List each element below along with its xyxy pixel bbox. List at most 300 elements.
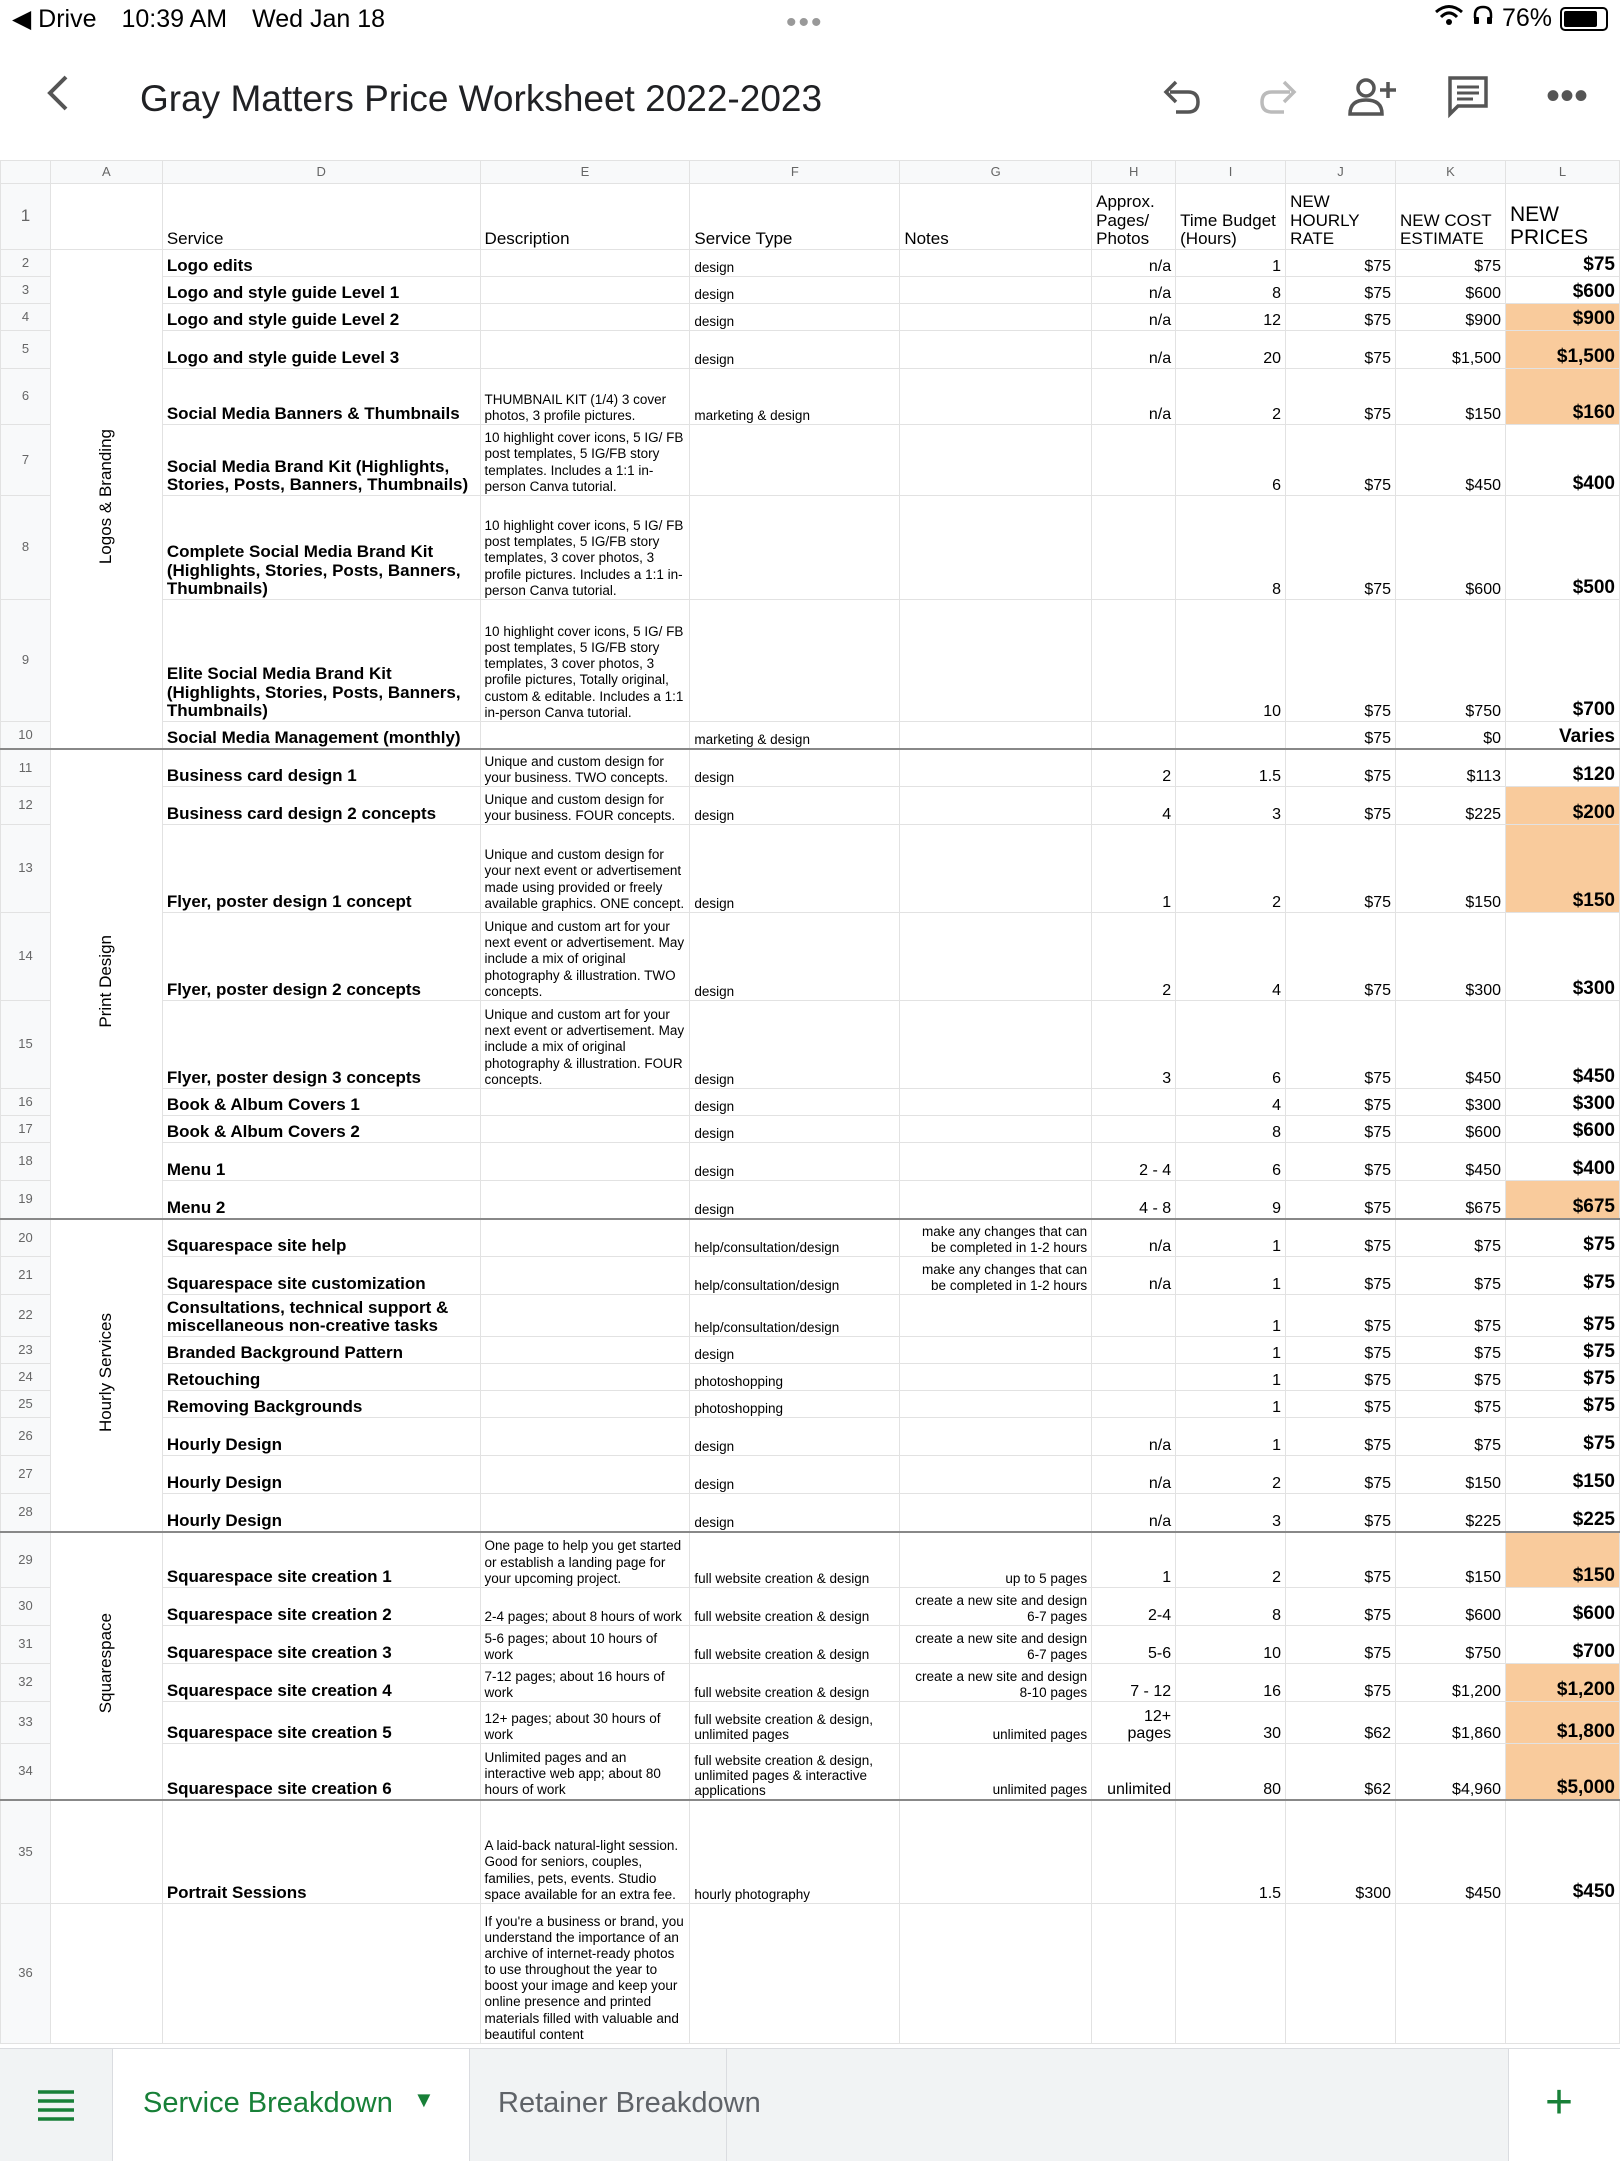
- row-number[interactable]: 33: [1, 1702, 51, 1744]
- time-cell[interactable]: 1: [1176, 250, 1286, 277]
- pages-cell[interactable]: n/a: [1092, 1219, 1176, 1257]
- cost-cell[interactable]: [1396, 1904, 1506, 2044]
- time-cell[interactable]: 3: [1176, 787, 1286, 825]
- service-cell[interactable]: Menu 2: [162, 1181, 480, 1219]
- price-cell[interactable]: $200: [1505, 787, 1619, 825]
- price-cell[interactable]: $150: [1505, 825, 1619, 913]
- category-cell[interactable]: [50, 250, 162, 749]
- rate-cell[interactable]: $75: [1286, 600, 1396, 722]
- notes-cell[interactable]: create a new site and design 8-10 pages: [900, 1664, 1092, 1702]
- row-number[interactable]: 27: [1, 1456, 51, 1494]
- cost-cell[interactable]: $113: [1396, 749, 1506, 787]
- row-number[interactable]: 20: [1, 1219, 51, 1257]
- rate-cell[interactable]: $75: [1286, 1001, 1396, 1089]
- description-cell[interactable]: One page to help you get started or establish a landing page for your upcoming project.: [480, 1532, 690, 1588]
- pages-cell[interactable]: [1092, 496, 1176, 600]
- notes-cell[interactable]: [900, 304, 1092, 331]
- pages-cell[interactable]: n/a: [1092, 304, 1176, 331]
- service-type-cell[interactable]: photoshopping: [690, 1364, 900, 1391]
- row-number[interactable]: 19: [1, 1181, 51, 1219]
- time-cell[interactable]: 16: [1176, 1664, 1286, 1702]
- description-cell[interactable]: [480, 722, 690, 749]
- back-arrow-icon[interactable]: [42, 70, 72, 125]
- pages-cell[interactable]: [1092, 600, 1176, 722]
- pages-cell[interactable]: 12+ pages: [1092, 1702, 1176, 1744]
- spreadsheet-grid[interactable]: [0, 160, 1620, 2044]
- service-cell[interactable]: Squarespace site customization: [162, 1257, 480, 1295]
- pages-cell[interactable]: [1092, 1116, 1176, 1143]
- description-cell[interactable]: If you're a business or brand, you understand the importance of an archive of internet-ready photos to use throughout the year to boost your image and keep your online presence and printed materials filled with valuable and beautiful content: [480, 1904, 690, 2044]
- description-cell[interactable]: 7-12 pages; about 16 hours of work: [480, 1664, 690, 1702]
- price-cell[interactable]: $75: [1505, 250, 1619, 277]
- time-cell[interactable]: 2: [1176, 369, 1286, 425]
- sheet-tab-retainer-breakdown[interactable]: [470, 2049, 761, 2161]
- price-cell[interactable]: $600: [1505, 1588, 1619, 1626]
- cost-cell[interactable]: $600: [1396, 1588, 1506, 1626]
- rate-cell[interactable]: $75: [1286, 496, 1396, 600]
- service-type-cell[interactable]: full website creation & design: [690, 1626, 900, 1664]
- service-cell[interactable]: [162, 1904, 480, 2044]
- rate-cell[interactable]: $75: [1286, 1532, 1396, 1588]
- cost-cell[interactable]: $300: [1396, 913, 1506, 1001]
- notes-cell[interactable]: [900, 496, 1092, 600]
- service-type-cell[interactable]: [690, 496, 900, 600]
- service-type-cell[interactable]: full website creation & design: [690, 1588, 900, 1626]
- notes-cell[interactable]: up to 5 pages: [900, 1532, 1092, 1588]
- row-number[interactable]: 5: [1, 331, 51, 369]
- column-header[interactable]: A: [50, 161, 162, 184]
- service-cell[interactable]: Branded Background Pattern: [162, 1337, 480, 1364]
- service-type-cell[interactable]: [690, 425, 900, 496]
- document-title[interactable]: Gray Matters Price Worksheet 2022-2023: [140, 78, 823, 119]
- cost-cell[interactable]: $1,200: [1396, 1664, 1506, 1702]
- description-cell[interactable]: [480, 1116, 690, 1143]
- column-header[interactable]: D: [162, 161, 480, 184]
- time-cell[interactable]: 2: [1176, 825, 1286, 913]
- row-number[interactable]: 25: [1, 1391, 51, 1418]
- description-header[interactable]: Description: [480, 184, 690, 250]
- time-cell[interactable]: 10: [1176, 1626, 1286, 1664]
- rate-cell[interactable]: $62: [1286, 1744, 1396, 1800]
- cost-cell[interactable]: $1,500: [1396, 331, 1506, 369]
- description-cell[interactable]: 5-6 pages; about 10 hours of work: [480, 1626, 690, 1664]
- cost-cell[interactable]: $75: [1396, 1418, 1506, 1456]
- category-cell[interactable]: [50, 1219, 162, 1532]
- cost-header[interactable]: NEW COST ESTIMATE: [1396, 184, 1506, 250]
- cost-cell[interactable]: $150: [1396, 825, 1506, 913]
- time-cell[interactable]: 20: [1176, 331, 1286, 369]
- notes-cell[interactable]: unlimited pages: [900, 1744, 1092, 1800]
- row-number[interactable]: 32: [1, 1664, 51, 1702]
- all-sheets-menu-icon[interactable]: [36, 2087, 76, 2132]
- notes-cell[interactable]: [900, 1337, 1092, 1364]
- service-cell[interactable]: Social Media Management (monthly): [162, 722, 480, 749]
- cost-cell[interactable]: $1,860: [1396, 1702, 1506, 1744]
- description-cell[interactable]: Unique and custom design for your business. FOUR concepts.: [480, 787, 690, 825]
- time-cell[interactable]: 1: [1176, 1391, 1286, 1418]
- pages-cell[interactable]: 2: [1092, 913, 1176, 1001]
- redo-icon[interactable]: [1256, 74, 1300, 128]
- row-number[interactable]: 35: [1, 1800, 51, 1904]
- price-cell[interactable]: $700: [1505, 600, 1619, 722]
- row-number[interactable]: 3: [1, 277, 51, 304]
- row-number[interactable]: 8: [1, 496, 51, 600]
- pages-cell[interactable]: unlimited: [1092, 1744, 1176, 1800]
- service-cell[interactable]: Flyer, poster design 3 concepts: [162, 1001, 480, 1089]
- comment-icon[interactable]: [1446, 74, 1490, 128]
- row-number[interactable]: 4: [1, 304, 51, 331]
- column-header[interactable]: J: [1286, 161, 1396, 184]
- notes-cell[interactable]: make any changes that can be completed in 1-2 hours: [900, 1257, 1092, 1295]
- pages-cell[interactable]: 4 - 8: [1092, 1181, 1176, 1219]
- rate-cell[interactable]: $75: [1286, 1418, 1396, 1456]
- row-number[interactable]: 1: [1, 184, 51, 250]
- description-cell[interactable]: Unique and custom design for your next event or advertisement made using provided or freely available graphics. ONE concept.: [480, 825, 690, 913]
- row-number[interactable]: 21: [1, 1257, 51, 1295]
- service-header[interactable]: Service: [162, 184, 480, 250]
- row-number[interactable]: 34: [1, 1744, 51, 1800]
- price-cell[interactable]: $700: [1505, 1626, 1619, 1664]
- price-header[interactable]: NEW PRICES: [1505, 184, 1619, 250]
- service-type-cell[interactable]: design: [690, 1494, 900, 1532]
- pages-cell[interactable]: n/a: [1092, 250, 1176, 277]
- description-cell[interactable]: Unique and custom art for your next event or advertisement. May include a mix of original photography & illustration. TWO concepts.: [480, 913, 690, 1001]
- time-cell[interactable]: 1: [1176, 1219, 1286, 1257]
- rate-cell[interactable]: $75: [1286, 722, 1396, 749]
- description-cell[interactable]: [480, 1456, 690, 1494]
- rate-cell[interactable]: $75: [1286, 1494, 1396, 1532]
- rate-cell[interactable]: $75: [1286, 1664, 1396, 1702]
- description-cell[interactable]: [480, 1219, 690, 1257]
- service-type-cell[interactable]: full website creation & design, unlimited pages: [690, 1702, 900, 1744]
- price-cell[interactable]: $75: [1505, 1391, 1619, 1418]
- time-cell[interactable]: 6: [1176, 1001, 1286, 1089]
- time-cell[interactable]: 4: [1176, 1089, 1286, 1116]
- rate-cell[interactable]: $75: [1286, 277, 1396, 304]
- pages-cell[interactable]: 2 - 4: [1092, 1143, 1176, 1181]
- description-cell[interactable]: 10 highlight cover icons, 5 IG/ FB post templates, 5 IG/FB story templates, 3 cover photos, 3 profile pictures. Includes a 1:1 in-person Canva tutorial.: [480, 496, 690, 600]
- pages-cell[interactable]: [1092, 1904, 1176, 2044]
- description-cell[interactable]: Unique and custom design for your business. TWO concepts.: [480, 749, 690, 787]
- pages-cell[interactable]: n/a: [1092, 1257, 1176, 1295]
- price-cell[interactable]: $150: [1505, 1532, 1619, 1588]
- service-cell[interactable]: Squarespace site help: [162, 1219, 480, 1257]
- notes-cell[interactable]: [900, 1418, 1092, 1456]
- row-number[interactable]: 14: [1, 913, 51, 1001]
- time-cell[interactable]: 6: [1176, 425, 1286, 496]
- pages-cell[interactable]: [1092, 1391, 1176, 1418]
- corner-cell[interactable]: [1, 161, 51, 184]
- time-cell[interactable]: 1: [1176, 1364, 1286, 1391]
- service-cell[interactable]: Hourly Design: [162, 1418, 480, 1456]
- rate-cell[interactable]: $75: [1286, 1219, 1396, 1257]
- rate-header[interactable]: NEW HOURLY RATE: [1286, 184, 1396, 250]
- row-number[interactable]: 7: [1, 425, 51, 496]
- description-cell[interactable]: Unique and custom art for your next event or advertisement. May include a mix of original photography & illustration. FOUR concepts.: [480, 1001, 690, 1089]
- service-cell[interactable]: Complete Social Media Brand Kit (Highlights, Stories, Posts, Banners, Thumbnails): [162, 496, 480, 600]
- service-cell[interactable]: Squarespace site creation 5: [162, 1702, 480, 1744]
- time-cell[interactable]: [1176, 722, 1286, 749]
- notes-cell[interactable]: [900, 250, 1092, 277]
- row-number[interactable]: 30: [1, 1588, 51, 1626]
- column-header[interactable]: I: [1176, 161, 1286, 184]
- price-cell[interactable]: $75: [1505, 1364, 1619, 1391]
- description-cell[interactable]: [480, 1337, 690, 1364]
- pages-cell[interactable]: [1092, 1337, 1176, 1364]
- row-number[interactable]: 13: [1, 825, 51, 913]
- description-cell[interactable]: [480, 1143, 690, 1181]
- row-number[interactable]: 16: [1, 1089, 51, 1116]
- price-cell[interactable]: $300: [1505, 913, 1619, 1001]
- notes-header[interactable]: Notes: [900, 184, 1092, 250]
- service-cell[interactable]: Business card design 1: [162, 749, 480, 787]
- cost-cell[interactable]: $75: [1396, 1391, 1506, 1418]
- price-cell[interactable]: $450: [1505, 1800, 1619, 1904]
- notes-cell[interactable]: [900, 331, 1092, 369]
- notes-cell[interactable]: [900, 1391, 1092, 1418]
- cost-cell[interactable]: $75: [1396, 1257, 1506, 1295]
- notes-cell[interactable]: [900, 1364, 1092, 1391]
- description-cell[interactable]: [480, 1364, 690, 1391]
- row-number[interactable]: 2: [1, 250, 51, 277]
- rate-cell[interactable]: $75: [1286, 1391, 1396, 1418]
- cost-cell[interactable]: $75: [1396, 1219, 1506, 1257]
- price-cell[interactable]: $5,000: [1505, 1744, 1619, 1800]
- notes-cell[interactable]: [900, 1295, 1092, 1337]
- pages-cell[interactable]: [1092, 1364, 1176, 1391]
- service-cell[interactable]: Book & Album Covers 1: [162, 1089, 480, 1116]
- price-cell[interactable]: Varies: [1505, 722, 1619, 749]
- description-cell[interactable]: Unlimited pages and an interactive web app; about 80 hours of work: [480, 1744, 690, 1800]
- rate-cell[interactable]: $75: [1286, 825, 1396, 913]
- pages-cell[interactable]: 1: [1092, 1532, 1176, 1588]
- column-header[interactable]: E: [480, 161, 690, 184]
- row-number[interactable]: 12: [1, 787, 51, 825]
- description-cell[interactable]: 2-4 pages; about 8 hours of work: [480, 1588, 690, 1626]
- price-cell[interactable]: $400: [1505, 1143, 1619, 1181]
- price-cell[interactable]: $1,800: [1505, 1702, 1619, 1744]
- description-cell[interactable]: [480, 1181, 690, 1219]
- service-type-cell[interactable]: design: [690, 1001, 900, 1089]
- service-cell[interactable]: Hourly Design: [162, 1456, 480, 1494]
- price-cell[interactable]: $450: [1505, 1001, 1619, 1089]
- time-cell[interactable]: 12: [1176, 304, 1286, 331]
- notes-cell[interactable]: [900, 1116, 1092, 1143]
- column-header[interactable]: K: [1396, 161, 1506, 184]
- row-number[interactable]: 36: [1, 1904, 51, 2044]
- price-cell[interactable]: $75: [1505, 1257, 1619, 1295]
- service-type-cell[interactable]: help/consultation/design: [690, 1257, 900, 1295]
- row-number[interactable]: 11: [1, 749, 51, 787]
- notes-cell[interactable]: [900, 1800, 1092, 1904]
- service-cell[interactable]: Consultations, technical support & miscellaneous non-creative tasks: [162, 1295, 480, 1337]
- row-number[interactable]: 6: [1, 369, 51, 425]
- column-header[interactable]: H: [1092, 161, 1176, 184]
- time-cell[interactable]: 4: [1176, 913, 1286, 1001]
- cost-cell[interactable]: $600: [1396, 1116, 1506, 1143]
- price-cell[interactable]: $75: [1505, 1418, 1619, 1456]
- notes-cell[interactable]: [900, 1904, 1092, 2044]
- pages-cell[interactable]: [1092, 1089, 1176, 1116]
- price-cell[interactable]: $75: [1505, 1219, 1619, 1257]
- time-cell[interactable]: 30: [1176, 1702, 1286, 1744]
- price-cell[interactable]: $900: [1505, 304, 1619, 331]
- price-cell[interactable]: $500: [1505, 496, 1619, 600]
- more-options-icon[interactable]: •••: [1546, 74, 1589, 118]
- description-cell[interactable]: [480, 277, 690, 304]
- rate-cell[interactable]: $75: [1286, 1181, 1396, 1219]
- pages-cell[interactable]: n/a: [1092, 1456, 1176, 1494]
- notes-cell[interactable]: [900, 1181, 1092, 1219]
- row-number[interactable]: 22: [1, 1295, 51, 1337]
- description-cell[interactable]: [480, 1418, 690, 1456]
- service-type-cell[interactable]: help/consultation/design: [690, 1219, 900, 1257]
- column-header[interactable]: F: [690, 161, 900, 184]
- price-cell[interactable]: $600: [1505, 277, 1619, 304]
- pages-cell[interactable]: 2-4: [1092, 1588, 1176, 1626]
- pages-cell[interactable]: n/a: [1092, 277, 1176, 304]
- price-cell[interactable]: $120: [1505, 749, 1619, 787]
- cost-cell[interactable]: $150: [1396, 369, 1506, 425]
- cost-cell[interactable]: $150: [1396, 1532, 1506, 1588]
- service-type-cell[interactable]: design: [690, 1116, 900, 1143]
- service-cell[interactable]: Business card design 2 concepts: [162, 787, 480, 825]
- price-cell[interactable]: $225: [1505, 1494, 1619, 1532]
- row-number[interactable]: 15: [1, 1001, 51, 1089]
- description-cell[interactable]: 10 highlight cover icons, 5 IG/ FB post templates, 5 IG/FB story templates. Includes a 1:1 in-person Canva tutorial.: [480, 425, 690, 496]
- undo-icon[interactable]: [1160, 74, 1204, 128]
- description-cell[interactable]: [480, 331, 690, 369]
- cell[interactable]: [50, 184, 162, 250]
- service-cell[interactable]: Social Media Banners & Thumbnails: [162, 369, 480, 425]
- service-cell[interactable]: Logo and style guide Level 2: [162, 304, 480, 331]
- description-cell[interactable]: A laid-back natural-light session. Good for seniors, couples, families, pets, events. Studio space available for an extra fee.: [480, 1800, 690, 1904]
- cell[interactable]: [50, 1904, 162, 2044]
- notes-cell[interactable]: create a new site and design 6-7 pages: [900, 1588, 1092, 1626]
- add-sheet-button[interactable]: [1508, 2049, 1621, 2161]
- notes-cell[interactable]: [900, 277, 1092, 304]
- sheet-tab-service-breakdown[interactable]: [112, 2049, 470, 2161]
- rate-cell[interactable]: $75: [1286, 1588, 1396, 1626]
- pages-cell[interactable]: 4: [1092, 787, 1176, 825]
- cost-cell[interactable]: $75: [1396, 1337, 1506, 1364]
- notes-cell[interactable]: [900, 722, 1092, 749]
- pages-cell[interactable]: [1092, 722, 1176, 749]
- time-cell[interactable]: 1: [1176, 1418, 1286, 1456]
- notes-cell[interactable]: unlimited pages: [900, 1702, 1092, 1744]
- service-type-cell[interactable]: marketing & design: [690, 369, 900, 425]
- service-type-cell[interactable]: full website creation & design, unlimited pages & interactive applications: [690, 1744, 900, 1800]
- rate-cell[interactable]: $75: [1286, 1257, 1396, 1295]
- service-cell[interactable]: Logo and style guide Level 3: [162, 331, 480, 369]
- service-cell[interactable]: Removing Backgrounds: [162, 1391, 480, 1418]
- cost-cell[interactable]: $750: [1396, 1626, 1506, 1664]
- rate-cell[interactable]: $75: [1286, 331, 1396, 369]
- service-type-cell[interactable]: design: [690, 749, 900, 787]
- cost-cell[interactable]: $300: [1396, 1089, 1506, 1116]
- price-cell[interactable]: $150: [1505, 1456, 1619, 1494]
- share-add-person-icon[interactable]: [1348, 74, 1398, 128]
- service-cell[interactable]: Squarespace site creation 1: [162, 1532, 480, 1588]
- time-cell[interactable]: 9: [1176, 1181, 1286, 1219]
- service-cell[interactable]: Hourly Design: [162, 1494, 480, 1532]
- rate-cell[interactable]: [1286, 1904, 1396, 2044]
- price-cell[interactable]: $75: [1505, 1337, 1619, 1364]
- back-to-app[interactable]: ◀ Drive: [12, 5, 97, 33]
- pages-cell[interactable]: 7 - 12: [1092, 1664, 1176, 1702]
- service-cell[interactable]: Portrait Sessions: [162, 1800, 480, 1904]
- service-type-cell[interactable]: design: [690, 250, 900, 277]
- rate-cell[interactable]: $75: [1286, 1143, 1396, 1181]
- service-cell[interactable]: Squarespace site creation 4: [162, 1664, 480, 1702]
- cost-cell[interactable]: $750: [1396, 600, 1506, 722]
- service-type-cell[interactable]: design: [690, 825, 900, 913]
- cost-cell[interactable]: $450: [1396, 1800, 1506, 1904]
- service-cell[interactable]: Retouching: [162, 1364, 480, 1391]
- row-number[interactable]: 17: [1, 1116, 51, 1143]
- rate-cell[interactable]: $75: [1286, 787, 1396, 825]
- time-cell[interactable]: 2: [1176, 1456, 1286, 1494]
- service-cell[interactable]: Flyer, poster design 1 concept: [162, 825, 480, 913]
- service-type-cell[interactable]: [690, 600, 900, 722]
- pages-cell[interactable]: 5-6: [1092, 1626, 1176, 1664]
- description-cell[interactable]: 10 highlight cover icons, 5 IG/ FB post templates, 5 IG/FB story templates, 3 cover photos, 3 profile pictures, Totally original, custom & editable. Includes a 1:1 in-person Canva tutorial.: [480, 600, 690, 722]
- row-number[interactable]: 18: [1, 1143, 51, 1181]
- category-cell[interactable]: [50, 749, 162, 1219]
- price-cell[interactable]: $1,200: [1505, 1664, 1619, 1702]
- notes-cell[interactable]: [900, 1001, 1092, 1089]
- description-cell[interactable]: [480, 250, 690, 277]
- pages-cell[interactable]: [1092, 425, 1176, 496]
- rate-cell[interactable]: $75: [1286, 1456, 1396, 1494]
- service-type-cell[interactable]: design: [690, 787, 900, 825]
- cost-cell[interactable]: $450: [1396, 1001, 1506, 1089]
- time-cell[interactable]: 10: [1176, 600, 1286, 722]
- description-cell[interactable]: [480, 1391, 690, 1418]
- time-cell[interactable]: 8: [1176, 1116, 1286, 1143]
- cell[interactable]: [50, 1800, 162, 1904]
- service-type-cell[interactable]: design: [690, 1418, 900, 1456]
- description-cell[interactable]: [480, 1257, 690, 1295]
- pages-cell[interactable]: n/a: [1092, 331, 1176, 369]
- notes-cell[interactable]: [900, 1456, 1092, 1494]
- time-cell[interactable]: 2: [1176, 1532, 1286, 1588]
- time-cell[interactable]: 6: [1176, 1143, 1286, 1181]
- notes-cell[interactable]: create a new site and design 6-7 pages: [900, 1626, 1092, 1664]
- price-cell[interactable]: $75: [1505, 1295, 1619, 1337]
- service-type-cell[interactable]: design: [690, 304, 900, 331]
- service-type-cell[interactable]: marketing & design: [690, 722, 900, 749]
- notes-cell[interactable]: make any changes that can be completed in 1-2 hours: [900, 1219, 1092, 1257]
- service-type-cell[interactable]: design: [690, 1089, 900, 1116]
- time-cell[interactable]: 1: [1176, 1337, 1286, 1364]
- time-cell[interactable]: 1: [1176, 1295, 1286, 1337]
- service-cell[interactable]: Squarespace site creation 2: [162, 1588, 480, 1626]
- description-cell[interactable]: [480, 1494, 690, 1532]
- price-cell[interactable]: $600: [1505, 1116, 1619, 1143]
- cost-cell[interactable]: $600: [1396, 277, 1506, 304]
- time-cell[interactable]: 1.5: [1176, 1800, 1286, 1904]
- row-number[interactable]: 10: [1, 722, 51, 749]
- pages-cell[interactable]: [1092, 1800, 1176, 1904]
- cost-cell[interactable]: $75: [1396, 1364, 1506, 1391]
- service-type-cell[interactable]: design: [690, 1143, 900, 1181]
- rate-cell[interactable]: $75: [1286, 425, 1396, 496]
- notes-cell[interactable]: [900, 825, 1092, 913]
- cost-cell[interactable]: $450: [1396, 1143, 1506, 1181]
- service-type-cell[interactable]: [690, 1904, 900, 2044]
- service-cell[interactable]: Book & Album Covers 2: [162, 1116, 480, 1143]
